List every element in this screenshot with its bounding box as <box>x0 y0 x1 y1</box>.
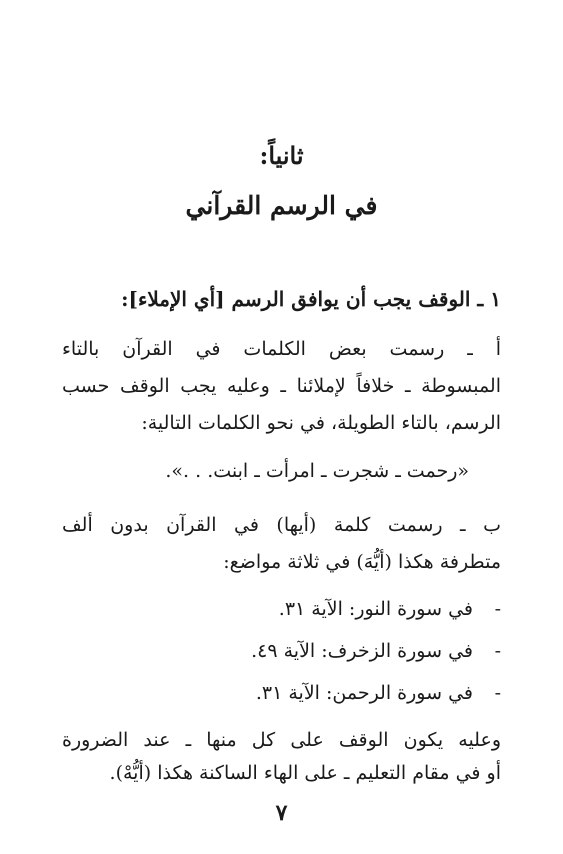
bullet-dash: - <box>494 682 501 704</box>
section-heading-title: في الرسم القرآني <box>185 191 378 220</box>
bullet-text: في سورة النور: الآية ٣١. <box>278 598 473 620</box>
closing-line-1: وعليه يكون الوقف على كل منها ـ عند الضرورة <box>62 729 501 751</box>
bullet-dash: - <box>494 640 501 662</box>
para-a-line-1: أ ـ رسمت بعض الكلمات في القرآن بالتاء <box>62 338 501 360</box>
para-a-line-3: الرسم، بالتاء الطويلة، في نحو الكلمات التالية: <box>141 412 501 434</box>
closing-line-2: أو في مقام التعليم ـ على الهاء الساكنة هكذا (أيُّهْ). <box>109 762 501 784</box>
bullet-text: في سورة الرحمن: الآية ٣١. <box>255 682 473 704</box>
para-b-line-1: ب ـ رسمت كلمة (أيها) في القرآن بدون ألف <box>62 514 501 536</box>
bullet-item <box>61 596 501 622</box>
bullet-item <box>61 638 501 664</box>
examples-line: «رحمت ـ شجرت ـ امرأت ـ ابنت. . .». <box>165 460 469 482</box>
section-1-title: ١ ـ الوقف يجب أن يوافق الرسم [أي الإملاء]: <box>121 287 501 311</box>
para-b-line-2: متطرفة هكذا (أيُّهَ) في ثلاثة مواضع: <box>223 551 501 573</box>
bullet-text: في سورة الزخرف: الآية ٤٩. <box>251 640 473 662</box>
para-a-line-2: المبسوطة ـ خلافاً لإملائنا ـ وعليه يجب الوقف حسب <box>62 375 501 397</box>
section-heading-subtitle: ثانياً: <box>259 141 304 170</box>
bullet-dash: - <box>494 598 501 620</box>
bullet-item <box>61 680 501 706</box>
page-number: ٧ <box>275 800 288 826</box>
